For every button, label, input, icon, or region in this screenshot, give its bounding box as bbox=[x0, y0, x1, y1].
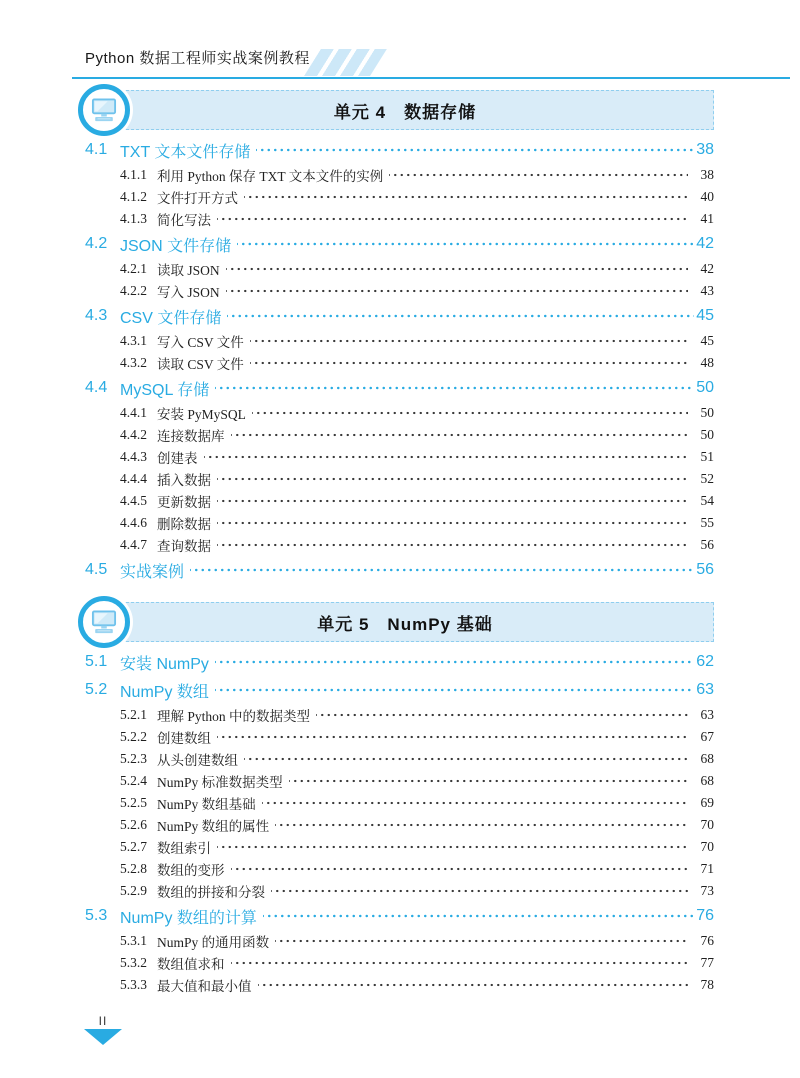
unit-entries bbox=[72, 136, 714, 584]
toc-subsection-entry bbox=[120, 402, 714, 424]
toc-subsection-entry bbox=[120, 930, 714, 952]
folio-page-number: II bbox=[98, 1014, 108, 1028]
toc-section-entry bbox=[85, 648, 714, 676]
unit-entries bbox=[72, 648, 714, 996]
dot-leader bbox=[226, 284, 688, 298]
entry-number: 5.3 bbox=[85, 907, 108, 924]
entry-title: 查询数据 bbox=[157, 539, 211, 554]
entry-number: 5.2.2 bbox=[120, 729, 147, 744]
entry-number: 4.1.1 bbox=[120, 167, 147, 182]
dot-leader bbox=[217, 472, 688, 486]
toc-subsection-entry bbox=[120, 164, 714, 186]
entry-title: 安装 NumPy bbox=[120, 655, 209, 673]
toc-subsection-entry bbox=[120, 512, 714, 534]
toc-subsection-entry bbox=[120, 704, 714, 726]
entry-page-number: 70 bbox=[700, 839, 714, 854]
toc-section-entry bbox=[85, 302, 714, 330]
dot-leader bbox=[275, 818, 688, 832]
entry-title: 写入 JSON bbox=[157, 285, 220, 300]
dot-leader bbox=[256, 143, 694, 157]
entry-title: 删除数据 bbox=[157, 517, 211, 532]
entry-title: NumPy 的通用函数 bbox=[157, 935, 270, 950]
unit-block bbox=[0, 90, 800, 584]
entry-number: 4.3.1 bbox=[120, 333, 147, 348]
dot-leader bbox=[250, 356, 688, 370]
entry-page-number: 42 bbox=[696, 235, 714, 252]
entry-page-number: 76 bbox=[696, 907, 714, 924]
computer-monitor-icon bbox=[78, 84, 130, 136]
entry-title: NumPy 标准数据类型 bbox=[157, 775, 283, 790]
entry-page-number: 51 bbox=[700, 449, 714, 464]
entry-title: NumPy 数组 bbox=[120, 683, 209, 701]
entry-number: 4.4.7 bbox=[120, 537, 147, 552]
entry-page-number: 68 bbox=[700, 751, 714, 766]
dot-leader bbox=[237, 237, 694, 251]
entry-number: 5.2.7 bbox=[120, 839, 147, 854]
toc-subsection-entry bbox=[120, 186, 714, 208]
entry-page-number: 67 bbox=[700, 729, 714, 744]
entry-page-number: 50 bbox=[700, 427, 714, 442]
dot-leader bbox=[190, 563, 694, 577]
dot-leader bbox=[217, 730, 688, 744]
entry-page-number: 78 bbox=[700, 977, 714, 992]
entry-number: 4.2 bbox=[85, 235, 108, 252]
toc-subsection-entry bbox=[120, 258, 714, 280]
toc-subsection-entry bbox=[120, 280, 714, 302]
entry-number: 4.1.2 bbox=[120, 189, 147, 204]
entry-number: 4.4.5 bbox=[120, 493, 147, 508]
entry-title: 文件打开方式 bbox=[157, 191, 238, 206]
toc-subsection-entry bbox=[120, 726, 714, 748]
dot-leader bbox=[244, 752, 688, 766]
entry-number: 5.2 bbox=[85, 681, 108, 698]
entry-page-number: 63 bbox=[700, 707, 714, 722]
unit-banner bbox=[96, 602, 714, 642]
entry-page-number: 76 bbox=[700, 933, 714, 948]
entry-title: 创建数组 bbox=[157, 731, 211, 746]
entry-page-number: 54 bbox=[700, 493, 714, 508]
unit-banner bbox=[96, 90, 714, 130]
entry-page-number: 55 bbox=[700, 515, 714, 530]
entry-title: 插入数据 bbox=[157, 473, 211, 488]
header-stripes-decoration bbox=[304, 49, 387, 76]
entry-page-number: 70 bbox=[700, 817, 714, 832]
entry-number: 5.2.9 bbox=[120, 883, 147, 898]
entry-title: 从头创建数组 bbox=[157, 753, 238, 768]
entry-number: 5.2.1 bbox=[120, 707, 147, 722]
entry-page-number: 69 bbox=[700, 795, 714, 810]
dot-leader bbox=[275, 934, 688, 948]
dot-leader bbox=[217, 212, 688, 226]
entry-number: 5.3.3 bbox=[120, 977, 147, 992]
entry-title: 实战案例 bbox=[120, 563, 185, 581]
entry-page-number: 62 bbox=[696, 653, 714, 670]
toc-subsection-entry bbox=[120, 534, 714, 556]
entry-title: 读取 CSV 文件 bbox=[157, 357, 244, 372]
dot-leader bbox=[231, 428, 689, 442]
toc-subsection-entry bbox=[120, 974, 714, 996]
toc-subsection-entry bbox=[120, 748, 714, 770]
entry-number: 4.4.6 bbox=[120, 515, 147, 530]
entry-title: NumPy 数组基础 bbox=[157, 797, 256, 812]
toc-subsection-entry bbox=[120, 352, 714, 374]
dot-leader bbox=[244, 190, 688, 204]
toc-section-entry bbox=[85, 902, 714, 930]
entry-number: 5.2.8 bbox=[120, 861, 147, 876]
dot-leader bbox=[215, 381, 694, 395]
entry-number: 4.3 bbox=[85, 307, 108, 324]
toc-subsection-entry bbox=[120, 424, 714, 446]
toc-section-entry bbox=[85, 676, 714, 704]
entry-number: 4.5 bbox=[85, 561, 108, 578]
entry-number: 5.2.6 bbox=[120, 817, 147, 832]
entry-title: MySQL 存储 bbox=[120, 381, 210, 399]
entry-title: 读取 JSON bbox=[157, 263, 220, 278]
table-of-contents bbox=[0, 90, 800, 996]
entry-title: 数组值求和 bbox=[157, 957, 225, 972]
dot-leader bbox=[227, 309, 694, 323]
entry-page-number: 73 bbox=[700, 883, 714, 898]
unit-title: 单元 5 NumPy 基础 bbox=[317, 614, 493, 634]
entry-title: 最大值和最小值 bbox=[157, 979, 252, 994]
book-title: Python 数据工程师实战案例教程 bbox=[85, 50, 310, 67]
entry-page-number: 56 bbox=[696, 561, 714, 578]
entry-page-number: 38 bbox=[696, 141, 714, 158]
entry-title: 数组索引 bbox=[157, 841, 211, 856]
running-head bbox=[72, 0, 790, 79]
entry-number: 4.4.2 bbox=[120, 427, 147, 442]
entry-number: 4.4.4 bbox=[120, 471, 147, 486]
entry-page-number: 56 bbox=[700, 537, 714, 552]
toc-subsection-entry bbox=[120, 814, 714, 836]
page-footer bbox=[83, 1014, 123, 1045]
entry-title: CSV 文件存储 bbox=[120, 309, 222, 327]
toc-subsection-entry bbox=[120, 836, 714, 858]
toc-subsection-entry bbox=[120, 858, 714, 880]
entry-page-number: 41 bbox=[700, 211, 714, 226]
dot-leader bbox=[263, 909, 694, 923]
unit-banner-row bbox=[72, 602, 714, 642]
unit-banner-row bbox=[72, 90, 714, 130]
dot-leader bbox=[217, 840, 688, 854]
entry-number: 5.3.1 bbox=[120, 933, 147, 948]
dot-leader bbox=[271, 884, 688, 898]
entry-title: 简化写法 bbox=[157, 213, 211, 228]
entry-page-number: 68 bbox=[700, 773, 714, 788]
entry-page-number: 77 bbox=[700, 955, 714, 970]
unit-block bbox=[0, 602, 800, 996]
toc-subsection-entry bbox=[120, 468, 714, 490]
entry-title: 写入 CSV 文件 bbox=[157, 335, 244, 350]
entry-number: 4.2.2 bbox=[120, 283, 147, 298]
toc-section-entry bbox=[85, 230, 714, 258]
entry-page-number: 42 bbox=[700, 261, 714, 276]
dot-leader bbox=[204, 450, 689, 464]
entry-number: 4.2.1 bbox=[120, 261, 147, 276]
entry-title: 利用 Python 保存 TXT 文本文件的实例 bbox=[157, 169, 384, 184]
dot-leader bbox=[289, 774, 688, 788]
entry-page-number: 40 bbox=[700, 189, 714, 204]
entry-title: 理解 Python 中的数据类型 bbox=[157, 709, 311, 724]
dot-leader bbox=[215, 655, 694, 669]
unit-title: 单元 4 数据存储 bbox=[333, 102, 477, 122]
entry-number: 4.1 bbox=[85, 141, 108, 158]
entry-title: NumPy 数组的属性 bbox=[157, 819, 270, 834]
dot-leader bbox=[231, 862, 689, 876]
dot-leader bbox=[217, 538, 688, 552]
entry-number: 5.3.2 bbox=[120, 955, 147, 970]
entry-page-number: 50 bbox=[700, 405, 714, 420]
toc-subsection-entry bbox=[120, 490, 714, 512]
toc-section-entry bbox=[85, 556, 714, 584]
entry-page-number: 52 bbox=[700, 471, 714, 486]
entry-title: 连接数据库 bbox=[157, 429, 225, 444]
entry-number: 4.4.3 bbox=[120, 449, 147, 464]
entry-page-number: 50 bbox=[696, 379, 714, 396]
dot-leader bbox=[250, 334, 688, 348]
entry-number: 5.1 bbox=[85, 653, 108, 670]
entry-title: 数组的变形 bbox=[157, 863, 225, 878]
entry-title: 创建表 bbox=[157, 451, 198, 466]
dot-leader bbox=[217, 494, 688, 508]
dot-leader bbox=[316, 708, 688, 722]
entry-title: NumPy 数组的计算 bbox=[120, 909, 257, 927]
toc-section-entry bbox=[85, 136, 714, 164]
dot-leader bbox=[258, 978, 689, 992]
toc-subsection-entry bbox=[120, 330, 714, 352]
entry-number: 4.3.2 bbox=[120, 355, 147, 370]
entry-page-number: 63 bbox=[696, 681, 714, 698]
dot-leader bbox=[226, 262, 688, 276]
toc-subsection-entry bbox=[120, 880, 714, 902]
down-triangle-icon bbox=[84, 1029, 122, 1045]
dot-leader bbox=[231, 956, 689, 970]
toc-subsection-entry bbox=[120, 446, 714, 468]
entry-page-number: 71 bbox=[700, 861, 714, 876]
entry-number: 4.4 bbox=[85, 379, 108, 396]
entry-number: 5.2.5 bbox=[120, 795, 147, 810]
entry-title: 更新数据 bbox=[157, 495, 211, 510]
entry-number: 5.2.4 bbox=[120, 773, 147, 788]
entry-page-number: 38 bbox=[700, 167, 714, 182]
dot-leader bbox=[215, 683, 694, 697]
dot-leader bbox=[389, 168, 688, 182]
entry-title: TXT 文本文件存储 bbox=[120, 143, 251, 161]
entry-page-number: 43 bbox=[700, 283, 714, 298]
dot-leader bbox=[262, 796, 688, 810]
dot-leader bbox=[252, 406, 688, 420]
toc-section-entry bbox=[85, 374, 714, 402]
toc-subsection-entry bbox=[120, 792, 714, 814]
computer-monitor-icon bbox=[78, 596, 130, 648]
entry-number: 4.1.3 bbox=[120, 211, 147, 226]
entry-number: 5.2.3 bbox=[120, 751, 147, 766]
toc-subsection-entry bbox=[120, 770, 714, 792]
entry-title: 数组的拼接和分裂 bbox=[157, 885, 265, 900]
entry-title: JSON 文件存储 bbox=[120, 237, 232, 255]
entry-title: 安装 PyMySQL bbox=[157, 407, 246, 422]
entry-page-number: 45 bbox=[696, 307, 714, 324]
toc-subsection-entry bbox=[120, 952, 714, 974]
entry-page-number: 48 bbox=[700, 355, 714, 370]
dot-leader bbox=[217, 516, 688, 530]
entry-page-number: 45 bbox=[700, 333, 714, 348]
toc-subsection-entry bbox=[120, 208, 714, 230]
entry-number: 4.4.1 bbox=[120, 405, 147, 420]
